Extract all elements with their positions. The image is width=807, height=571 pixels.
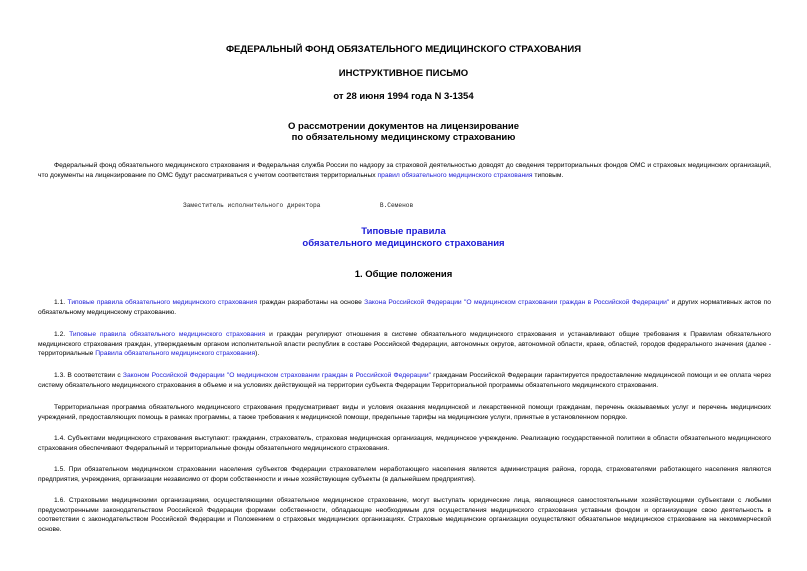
rules-title-line-1: Типовые правила: [361, 226, 446, 237]
standard-rules-link[interactable]: Типовые правила обязательного медицинского страхования: [69, 331, 266, 338]
intro-text: Федеральный фонд обязательного медицинского страхования и Федеральная служба России по надзору за страховой деятельностью доводят до сведения территориальных фондов ОМС и страховых медицинских организаций, что документы на лицензирование по ОМС будут рассматриваться с учетом соответствия территориальных: [38, 162, 771, 179]
paragraph-1-1: [38, 298, 771, 317]
paragraph-text: и граждан регулируют отношения в системе обязательного медицинского страхования и устанавливают общие требования к Правилам обязательного медицинского страхования граждан, утверждаемым органом исполнительной власти республик в составе Российской Федерации, автономных округов, автономной области, краев, областей, городов федерального значения (далее - территориальные: [38, 331, 771, 357]
standard-rules-link[interactable]: Типовые правила обязательного медицинского страхования: [67, 299, 258, 306]
paragraph-1-6: 1.6. Страховыми медицинскими организациями, осуществляющими обязательное медицинское страхование, могут выступать юридические лица, являющиеся самостоятельными хозяйствующими субъектами с любыми предусмотренными законодательством Российской Федерации формами собственности, обладающие необходимым для осуществления медицинского страхования уставным фондом и организующие свою деятельность в соответствии с законодательством Российской Федерации и Положением о страховых медицинских организациях. Страховые медицинские организации осуществляют обязательное медицинское страхование на некоммерческой основе.: [38, 497, 771, 533]
document-subject: [0, 121, 807, 143]
document-date-number: от 28 июня 1994 года N 3-1354: [333, 91, 474, 102]
intro-text-end: типовым.: [532, 171, 564, 179]
signature-name: В.Семенов: [379, 202, 414, 209]
document-type: ИНСТРУКТИВНОЕ ПИСЬМО: [338, 68, 469, 79]
signature-block: [183, 202, 783, 209]
issuer-title: ФЕДЕРАЛЬНЫЙ ФОНД ОБЯЗАТЕЛЬНОГО МЕДИЦИНСКОГО СТРАХОВАНИЯ: [225, 44, 582, 55]
paragraph-number: 1.1.: [54, 299, 68, 306]
subject-line-1: О рассмотрении документов на лицензирование: [288, 121, 519, 132]
rules-title-link[interactable]: [0, 226, 807, 250]
paragraph-text: гражданам Российской Федерации гарантируется предоставление медицинской помощи и ее оплата через систему обязательного медицинского страхования в объеме и на условиях действующей на территории субъекта Федерации Территориальной программы обязательного медицинского страхования.: [38, 372, 771, 389]
paragraph-number: 1.3. В соответствии с: [54, 372, 123, 379]
law-link[interactable]: Законом Российской Федерации "О медицинском страховании граждан в Российской Федерации": [122, 372, 431, 379]
paragraph-1-3: [38, 371, 771, 390]
law-link[interactable]: Закона Российской Федерации "О медицинском страховании граждан в Российской Федерации": [364, 299, 670, 306]
paragraph-number: 1.2.: [54, 331, 70, 338]
intro-paragraph: [38, 161, 771, 180]
paragraph-territorial-program: Территориальная программа обязательного медицинского страхования предусматривает виды и условия оказания медицинской и лекарственной помощи гражданам, перечень оказываемых услуг и перечень медицинских учреждений, предоставляющих помощь в рамках программы, а также требования к медицинской помощи, предельные тарифы на медицинские услуги, принятые в установленном порядке.: [38, 404, 771, 421]
section-heading: 1. Общие положения: [354, 269, 453, 280]
paragraph-1-4: 1.4. Субъектами медицинского страхования выступают: гражданин, страхователь, страховая медицинская организация, медицинское учреждение. Реализацию государственной политики в области обязательного медицинского страхования обеспечивают Федеральный и территориальные фонды обязательного медицинского страхования.: [38, 435, 771, 452]
rules-title-line-2: обязательного медицинского страхования: [302, 238, 505, 249]
paragraph-1-5: 1.5. При обязательном медицинском страховании населения субъектов Федерации страхователем неработающего населения является администрация района, города, страхователями работающего населения являются предприятия, учреждения, организации независимо от форм собственности и иные хозяйствующие субъекты (в дальнейшем предприятия).: [38, 466, 771, 483]
rules-link[interactable]: правил обязательного медицинского страхования: [377, 171, 533, 179]
paragraph-text: граждан разработаны на основе: [257, 299, 365, 306]
paragraph-1-2: [38, 330, 771, 359]
subject-line-2: по обязательному медицинскому страхованию: [291, 132, 516, 143]
signature-position: Заместитель исполнительного директора: [183, 202, 321, 209]
territorial-rules-link[interactable]: Правила обязательного медицинского страхования: [95, 350, 256, 357]
paragraph-text: и других нормативных актов по обязательному медицинскому страхованию.: [38, 299, 771, 316]
paragraph-text: ).: [255, 350, 260, 357]
